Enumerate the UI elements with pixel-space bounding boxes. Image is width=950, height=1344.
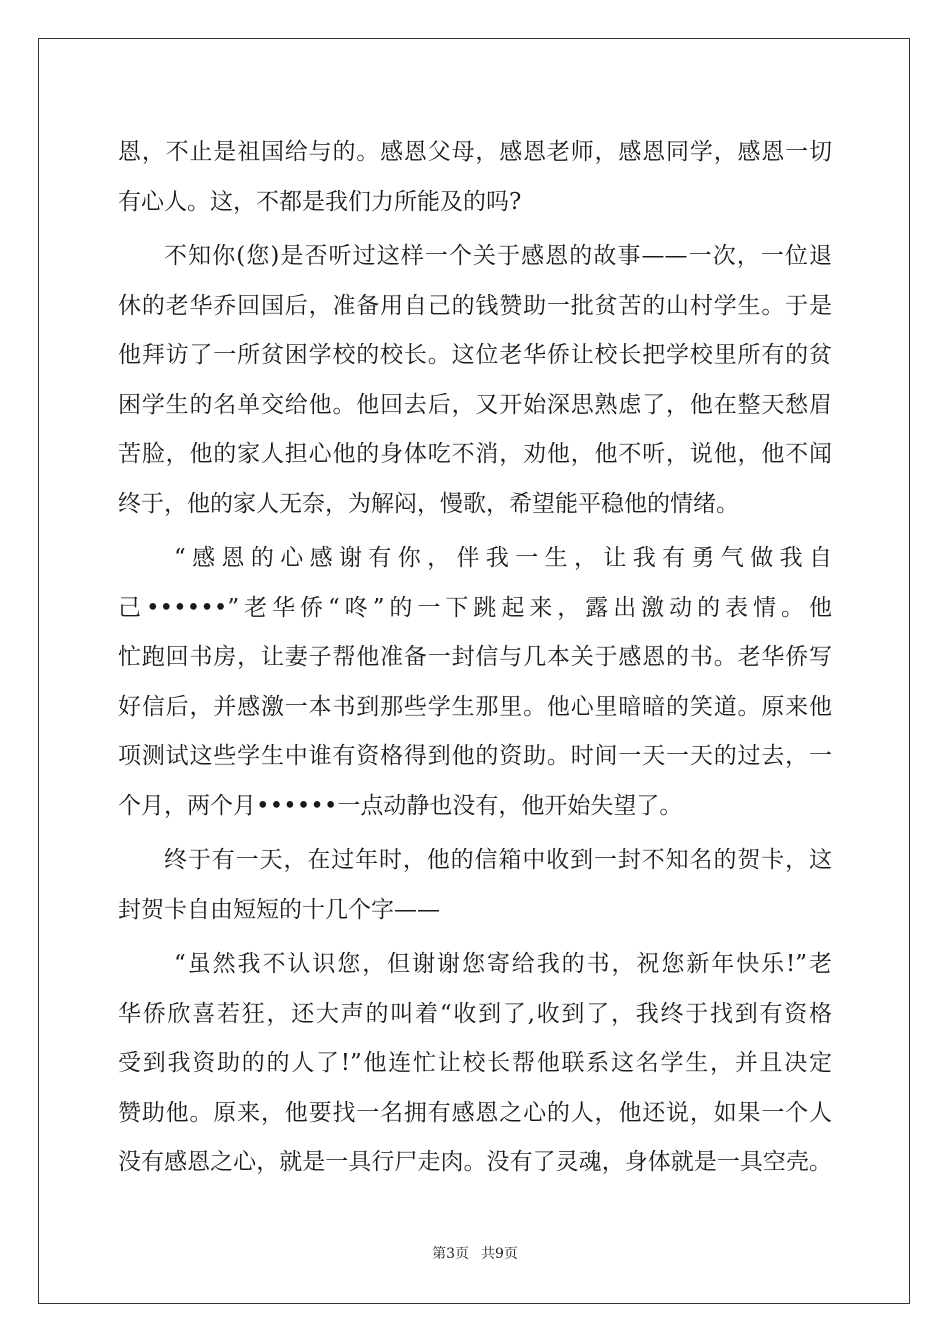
text-line: 苦脸，他的家人担心他的身体吃不消，劝他，他不听，说他，他不闻	[118, 441, 832, 467]
paragraph-start-line: 终于有一天，在过年时，他的信箱中收到一封不知名的贺卡，这	[164, 847, 832, 873]
text-line: 忙跑回书房，让妻子帮他准备一封信与几本关于感恩的书。老华侨写	[118, 644, 832, 670]
text-line: 他拜访了一所贫困学校的校长。这位老华侨让校长把学校里所有的贫	[118, 342, 832, 368]
text-line: 困学生的名单交给他。他回去后，又开始深思熟虑了，他在整天愁眉	[118, 391, 832, 418]
page-footer	[0, 1243, 950, 1263]
page-number-current: 第3页	[432, 1246, 469, 1262]
paragraph-start-line: “虽然我不认识您，但谢谢您寄给我的书，祝您新年快乐!”老	[174, 951, 832, 977]
text-line: 己••••••”老华侨“咚”的一下跳起来，露出激动的表情。他	[118, 594, 832, 621]
text-line: 个月，两个月••••••一点动静也没有，他开始失望了。	[118, 792, 683, 819]
document-body	[118, 128, 832, 1188]
paragraph-start-line: “感恩的心感谢有你，伴我一生，让我有勇气做我自	[174, 545, 832, 571]
text-line: 恩，不止是祖国给与的。感恩父母，感恩老师，感恩同学，感恩一切	[118, 139, 832, 165]
text-line: 受到我资助的的人了!”他连忙让校长帮他联系这名学生，并且决定	[118, 1050, 832, 1076]
text-line: 华侨欣喜若狂，还大声的叫着“收到了,收到了，我终于找到有资格	[118, 1000, 832, 1027]
text-line: 没有感恩之心，就是一具行尸走肉。没有了灵魂，身体就是一具空壳。	[118, 1149, 832, 1175]
text-line: 封贺卡自由短短的十几个字——	[118, 896, 440, 923]
text-line: 赞助他。原来，他要找一名拥有感恩之心的人，他还说，如果一个人	[118, 1099, 832, 1126]
text-line: 好信后，并感激一本书到那些学生那里。他心里暗暗的笑道。原来他	[118, 693, 832, 720]
paragraph-start-line: 不知你(您)是否听过这样一个关于感恩的故事——一次，一位退	[164, 243, 832, 269]
text-line: 终于，他的家人无奈，为解闷，慢歌，希望能平稳他的情绪。	[118, 490, 739, 517]
text-line: 项测试这些学生中谁有资格得到他的资助。时间一天一天的过去，一	[118, 743, 832, 769]
text-line: 休的老华乔回国后，准备用自己的钱赞助一批贫苦的山村学生。于是	[118, 292, 832, 319]
page-number-total: 共9页	[481, 1246, 518, 1262]
text-line: 有心人。这，不都是我们力所能及的吗?	[118, 188, 522, 215]
